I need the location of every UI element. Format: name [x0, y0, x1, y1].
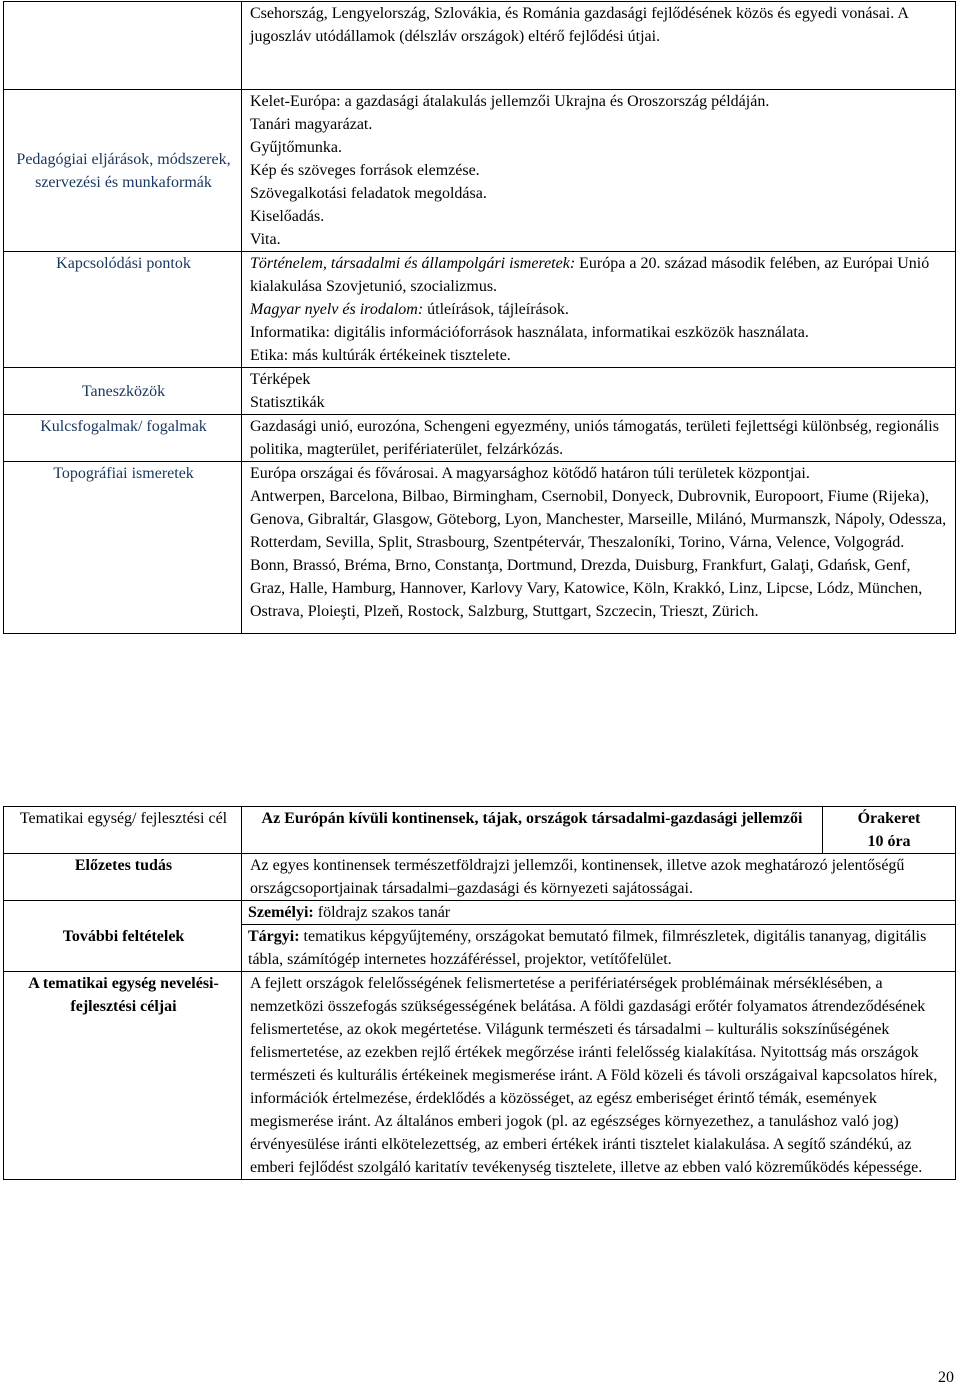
- intro-cell: [242, 2, 956, 90]
- goals-text: A fejlett országok felelősségének felismertetése a perifériatérségek problémáinak mérséklésében, a nemzetközi összefogás szükségességének belátása. A földi gazdasági erőtér folyamatos átrendeződésének felismertetése, az okok megértetése. Világunk természeti és társadalmi – kulturális sokszínűségének felismertetése, az ezekben rejlő értékek megőrzése iránti felelősség kialakítása. Nyitottság más országok természeti és kulturális értékeinek megismerése iránt. A Föld közeli és távoli országaival kapcsolatos hírek, információk értelmezése, érdeklődés a közösséget, az egész emberiséget érintő témák, események megismerése iránt. Az általános emberi jogok (pl. az egészséges környezethez, a tanuláshoz való jog) érvényesülése iránti elkötelezettség, az emberi értékek iránti tisztelet kialakulása. A segítő szándékú, az emberi fejlődést szolgáló karitatív tevékenység tisztelete, illetve az ebben való közreműködés képessége.: [250, 975, 938, 1176]
- method-item: Tanári magyarázat.: [250, 116, 373, 133]
- prior-text: Az egyes kontinensek természetföldrajzi jellemzői, kontinensek, illetve azok meghatározó jelentőségű országcsoportjainak társadalmi–gazdasági és környezeti sajátosságai.: [250, 857, 905, 897]
- topography-p1: Európa országai és fővárosai. A magyarsághoz kötődő határon túli területek központjai.: [250, 465, 810, 482]
- method-item: Kép és szöveges források elemzése.: [250, 162, 480, 179]
- unit-title-cell: [242, 807, 956, 854]
- unit-title-text: Az Európán kívüli kontinensek, tájak, országok társadalmi-gazdasági jellemzői: [261, 810, 803, 827]
- unit-title: [242, 807, 823, 853]
- intro-text: Csehország, Lengyelország, Szlovákia, és Románia gazdasági fejlődésének közös és egyedi vonásai. A jugoszláv utódállamok (délszláv országok) eltérő fejlődési útjai.: [250, 5, 909, 45]
- link-it-subject: Informatika:: [250, 324, 330, 341]
- personal-label: Személyi:: [248, 904, 314, 921]
- methods-label: Pedagógiai eljárások, módszerek, szervezési és munkaformák: [4, 90, 242, 252]
- empty-label-cell: [4, 2, 242, 90]
- topography-cell: [242, 462, 956, 634]
- topography-label: Topográfiai ismeretek: [4, 462, 242, 634]
- unit-title-inner: [242, 807, 955, 853]
- link-history: [250, 252, 949, 298]
- method-item: Gyűjtőmunka.: [250, 139, 342, 156]
- prior-cell: [242, 854, 956, 901]
- hours-value: 10 óra: [867, 833, 911, 850]
- method-item: Vita.: [250, 231, 281, 248]
- concepts-label: Kulcsfogalmak/ fogalmak: [4, 415, 242, 462]
- prior-label: Előzetes tudás: [4, 854, 242, 901]
- tool-item: Statisztikák: [250, 394, 325, 411]
- links-cell: [242, 252, 956, 368]
- material-text: tematikus képgyűjtemény, országokat bemutató filmek, filmrészletek, digitális tananyag, digitális tábla, számítógép internetes hozzáféréssel, projektor, vetítőfelület.: [248, 928, 927, 968]
- curriculum-table-bottom: [3, 806, 956, 1180]
- goals-cell: [242, 972, 956, 1180]
- conditions-label: További feltételek: [4, 901, 242, 972]
- topography-p3: Bonn, Brassó, Bréma, Brno, Constanţa, Dortmund, Drezda, Duisburg, Frankfurt, Galaţi, Gdańsk, Genf, Graz, Halle, Hamburg, Hannover, Karlovy Vary, Katowice, Köln, Krakkó, Linz, Lipcse, Lódz, München, Ostrava, Ploieşti, Plzeň, Rostock, Salzburg, Stuttgart, Szczecin, Trieszt, Zürich.: [250, 557, 923, 620]
- tools-label: Taneszközök: [4, 368, 242, 415]
- intro-east-europe: Kelet-Európa: a gazdasági átalakulás jellemzői Ukrajna és Oroszország példáján.: [250, 93, 770, 110]
- hours-label: Órakeret: [857, 810, 921, 827]
- unit-label: Tematikai egység/ fejlesztési cél: [4, 807, 242, 854]
- methods-cell: [242, 90, 956, 252]
- link-it-text: digitális információforrások használata, informatikai eszközök használata.: [333, 324, 809, 341]
- topography-p2: Antwerpen, Barcelona, Bilbao, Birmingham, Csernobil, Donyeck, Dubrovnik, Europoort, Fiume (Rijeka), Genova, Gibraltár, Glasgow, Göteborg, Lyon, Manchester, Marseille, Milánó, Murmanszk, Nápoly, Odessza, Rotterdam, Sevilla, Split, Strasbourg, Szentpétervár, Theszaloníki, Torino, Várna, Velence, Volgográd.: [250, 488, 947, 551]
- tools-cell: [242, 368, 956, 415]
- link-it: [250, 321, 949, 344]
- link-history-text: Európa a 20. század második felében, az Európai Unió kialakulása Szovjetunió, szocializmus.: [250, 255, 930, 295]
- conditions-personal: [242, 901, 955, 925]
- conditions-material: [242, 925, 955, 971]
- curriculum-table-top: [3, 1, 956, 634]
- link-hungarian: [250, 298, 949, 321]
- link-ethics-subject: Etika:: [250, 347, 289, 364]
- links-label: Kapcsolódási pontok: [4, 252, 242, 368]
- concepts-cell: [242, 415, 956, 462]
- page-number: 20: [938, 1369, 954, 1386]
- method-item: Szövegalkotási feladatok megoldása.: [250, 185, 487, 202]
- link-history-subject: Történelem, társadalmi és állampolgári ismeretek:: [250, 255, 576, 272]
- method-item: Kiselőadás.: [250, 208, 325, 225]
- link-ethics: [250, 344, 949, 367]
- hours-cell: [823, 807, 956, 853]
- tool-item: Térképek: [250, 371, 311, 388]
- concepts-text: Gazdasági unió, eurozóna, Schengeni egyezmény, uniós támogatás, területi fejlettségi különbség, regionális politika, magterület, perifériaterület, felzárkózás.: [250, 418, 939, 458]
- link-ethics-text: más kultúrák értékeinek tisztelete.: [292, 347, 511, 364]
- personal-text: földrajz szakos tanár: [317, 904, 451, 921]
- goals-label: A tematikai egység nevelési-fejlesztési céljai: [4, 972, 242, 1180]
- conditions-cell: [242, 901, 956, 972]
- material-label: Tárgyi:: [248, 928, 300, 945]
- link-hungarian-subject: Magyar nyelv és irodalom:: [250, 301, 424, 318]
- link-hungarian-text: útleírások, tájleírások.: [427, 301, 569, 318]
